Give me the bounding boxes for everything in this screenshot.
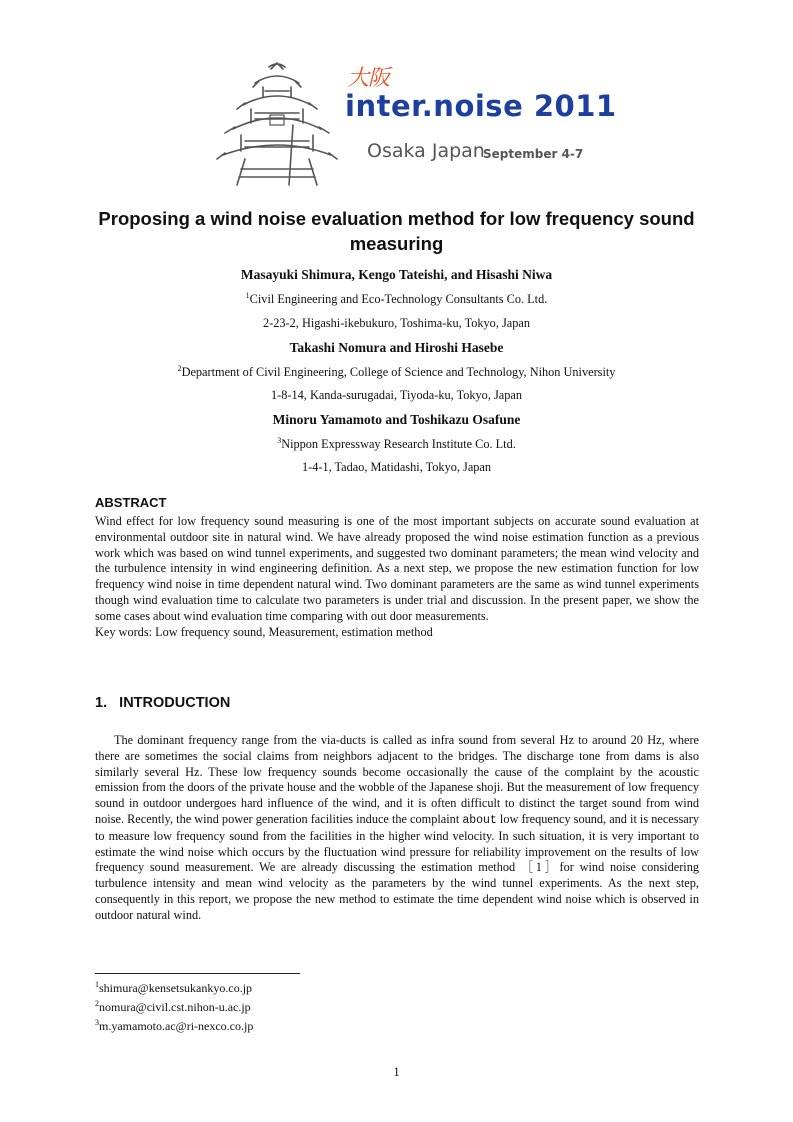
affiliation-text: Civil Engineering and Eco-Technology Consultants Co. Ltd.: [249, 292, 548, 307]
address-1: 2-23-2, Higashi-ikebukuro, Toshima-ku, Tokyo, Japan: [263, 316, 530, 330]
page-number: 1: [393, 1065, 400, 1079]
mono-word: about: [462, 813, 497, 827]
introduction-body: [95, 733, 699, 924]
affiliation-3: [0, 436, 793, 452]
footnote-email[interactable]: nomura@civil.cst.nihon-u.ac.jp: [99, 1000, 251, 1014]
affiliation-text: Nippon Expressway Research Institute Co. Ltd.: [281, 437, 516, 452]
logo-brand: inter.noise 2011: [345, 89, 617, 123]
footnote-sup: 2: [95, 999, 99, 1008]
footnote-sup: 1: [95, 980, 99, 989]
section-heading-introduction: 1. INTRODUCTION: [95, 695, 231, 711]
affiliation-sup: 3: [277, 436, 282, 445]
affiliation-sup: 2: [177, 364, 182, 373]
conference-logo: [215, 55, 617, 195]
abstract-text: Wind effect for low frequency sound measuring is one of the most important subjects on accurate sound evaluation at environmental outdoor site in natural wind. We have already proposed the wind noise estimation function as a previous work which was based on wind tunnel experiments, and suggested two dominant parameters; the mean wind velocity and the turbulence intensity in wind engineering definition. As a next step, we propose the new estimation function for low frequency wind noise in time dependent natural wind. Two dominant parameters are the same as wind tunnel experiments though wind evaluation time to calculate two parameters is under trial and discussion. In the present paper, we show the some cases about wind evaluation time comparing with out door measurements.: [95, 514, 699, 623]
affiliation-sup: 1: [245, 291, 250, 300]
author-names-1: Masayuki Shimura, Kengo Tateishi, and Hisashi Niwa: [240, 267, 553, 282]
address-3: 1-4-1, Tadao, Matidashi, Tokyo, Japan: [301, 460, 492, 474]
footnotes: [95, 977, 253, 1034]
footnote-email[interactable]: m.yamamoto.ac@ri-nexco.co.jp: [99, 1019, 254, 1033]
footnote-sup: 3: [95, 1018, 99, 1027]
osaka-castle-icon: [215, 55, 340, 190]
introduction-paragraph: [95, 733, 699, 924]
logo-dates: September 4-7: [483, 147, 584, 161]
author-names-3: Minoru Yamamoto and Toshikazu Osafune: [272, 412, 521, 427]
address-2: 1-8-14, Kanda-surugadai, Tiyoda-ku, Tokyo, Japan: [271, 388, 522, 402]
footnote-3: [95, 1015, 253, 1034]
keywords: Key words: Low frequency sound, Measurement, estimation method: [95, 624, 433, 639]
author-names-2: Takashi Nomura and Hiroshi Hasebe: [289, 340, 504, 355]
affiliation-1: [0, 291, 793, 307]
abstract-heading: ABSTRACT: [95, 495, 167, 510]
footnote-divider: [95, 973, 300, 974]
affiliation-text: Department of Civil Engineering, College of Science and Technology, Nihon University: [181, 365, 616, 380]
footnote-1: [95, 977, 253, 996]
footnote-email[interactable]: shimura@kensetsukankyo.co.jp: [99, 981, 253, 995]
affiliation-2: [0, 364, 793, 380]
logo-kanji: 大阪: [347, 66, 390, 91]
logo-location: Osaka Japan: [367, 140, 485, 162]
abstract-body: [95, 514, 699, 640]
paragraph-text: low frequency sound, and it is necessary to measure low frequency sound from the facilities in the higher wind velocity. In such situation, it is very important to estimate the wind noise which occurs by the fluctuation wind pressure for reliability improvement on the results of low frequency sound measurement. We are already discussing the estimation method ［1］for wind noise considering turbulence intensity and mean wind velocity as the parameters by the wind tunnel experiments. As the next step, consequently in this report, we propose the new method to estimate the time dependent wind noise which is observed in outdoor natural wind.: [95, 811, 700, 922]
footnote-2: [95, 996, 253, 1015]
paper-title: Proposing a wind noise evaluation method for low frequency sound measuring: [98, 208, 695, 254]
paragraph-text: The dominant frequency range from the via-ducts is called as infra sound from several Hz to around 20 Hz, where there are sometimes the social claims from neighbors adjacent to the bridges. The discharge tone from dams is also similarly several Hz. These low frequency sounds become occasionally the cause of the complaint by the acoustic emission from the doors of the private house and the wobble of the Japanese shoji. But the measurement of low frequency sound in outdoor undergoes hard influence of the wind, and it is often difficult to distinct the target sound from wind noise. Recently, the wind power generation facilities induce the complaint: [95, 733, 699, 826]
